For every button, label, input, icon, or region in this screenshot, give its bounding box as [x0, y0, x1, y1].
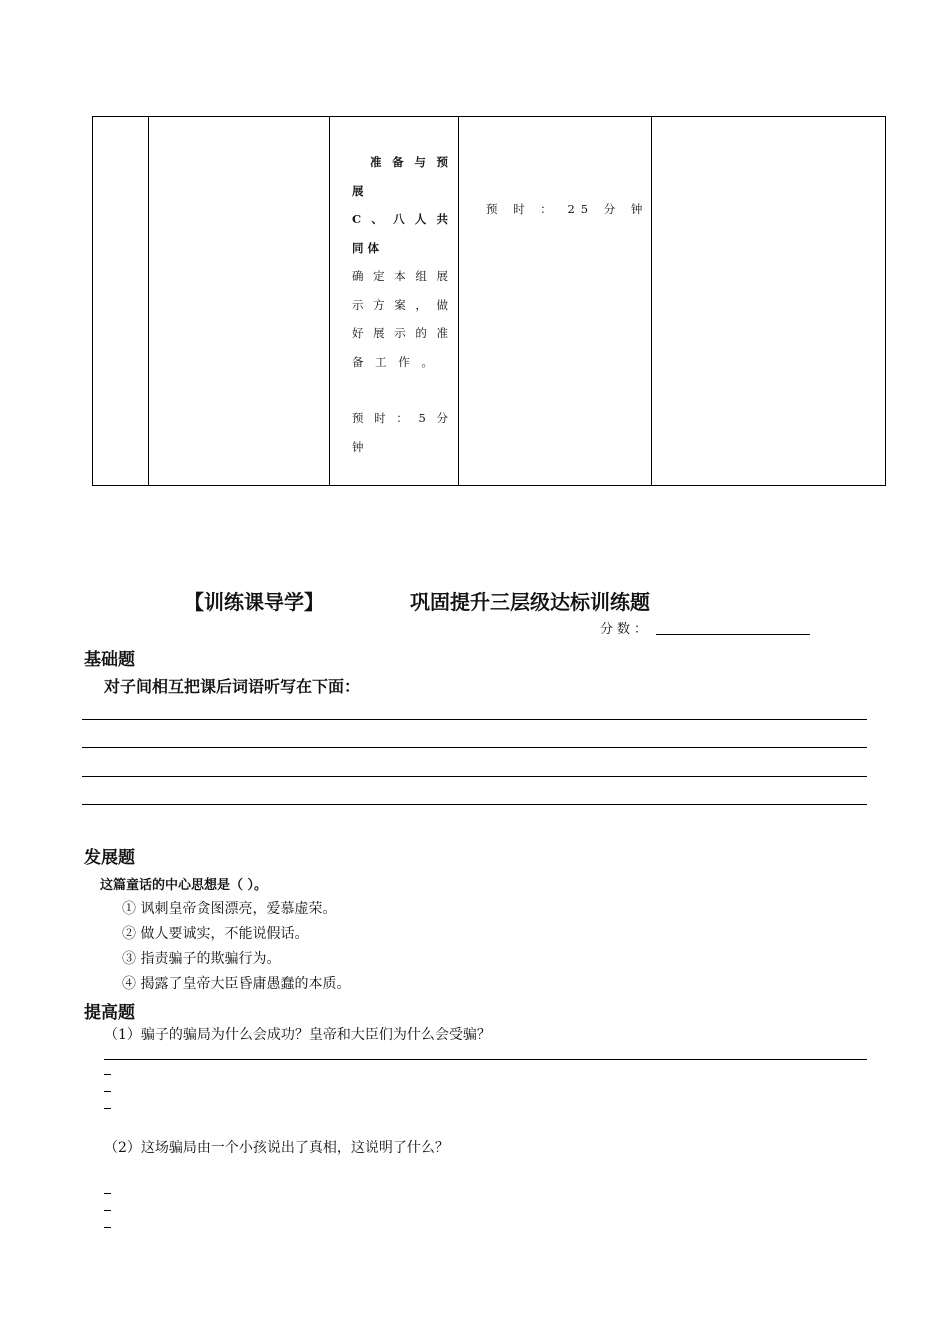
- answer-dash: [104, 1074, 111, 1075]
- section-title-right: 巩固提升三层级达标训练题: [410, 590, 650, 614]
- answer-line[interactable]: [82, 747, 867, 748]
- answer-dash: [104, 1193, 111, 1194]
- activity-line: 钟: [352, 439, 364, 454]
- score-blank[interactable]: [656, 634, 810, 635]
- activity-line: 确 定 本 组 展: [352, 269, 448, 283]
- time-estimate: 预 时 ： 25 分 钟: [486, 202, 649, 216]
- option-item[interactable]: ④ 揭露了皇帝大臣昏庸愚蠢的本质。: [122, 976, 351, 992]
- activity-line: 展: [352, 183, 364, 198]
- answer-line[interactable]: [82, 776, 867, 777]
- score-label: 分数：: [600, 622, 652, 637]
- answer-line[interactable]: [82, 719, 867, 720]
- activity-line: C 、 八 人 共: [352, 212, 448, 226]
- answer-dash: [104, 1091, 111, 1092]
- table-divider: [148, 117, 149, 485]
- answer-dash: [104, 1227, 111, 1228]
- develop-title: 发展题: [84, 848, 135, 868]
- activity-line: 预 时 ： 5 分: [352, 411, 448, 425]
- section-title-left: 【训练课导学】: [184, 590, 324, 614]
- option-item[interactable]: ③ 指责骗子的欺骗行为。: [122, 951, 281, 967]
- activity-line: 示 方 案 ， 做: [352, 297, 448, 312]
- option-item[interactable]: ② 做人要诚实，不能说假话。: [122, 926, 309, 942]
- answer-dash: [104, 1210, 111, 1211]
- activity-line: 同 体: [352, 240, 380, 255]
- table-divider: [329, 117, 330, 485]
- advance-question-1: （1）骗子的骗局为什么会成功？皇帝和大臣们为什么会受骗？: [104, 1027, 491, 1043]
- answer-line[interactable]: [104, 1059, 867, 1060]
- basic-instruction: 对子间相互把课后词语听写在下面：: [104, 677, 361, 696]
- answer-line[interactable]: [82, 804, 867, 805]
- activity-line: 备 工 作 。: [352, 354, 437, 369]
- activity-line: 好 展 示 的 准: [352, 326, 448, 340]
- advance-question-2: （2）这场骗局由一个小孩说出了真相，这说明了什么？: [104, 1140, 449, 1156]
- answer-dash: [104, 1108, 111, 1109]
- option-item[interactable]: ① 讽刺皇帝贪图漂亮，爱慕虚荣。: [122, 901, 337, 917]
- basic-title: 基础题: [84, 650, 135, 670]
- table-divider: [651, 117, 652, 485]
- advance-title: 提高题: [84, 1003, 135, 1023]
- table-divider: [458, 117, 459, 485]
- activity-line: 准 备 与 预: [370, 155, 448, 169]
- activity-cell: [352, 148, 448, 461]
- lesson-plan-table: [92, 116, 886, 486]
- develop-question: 这篇童话的中心思想是（ ）。: [100, 878, 268, 893]
